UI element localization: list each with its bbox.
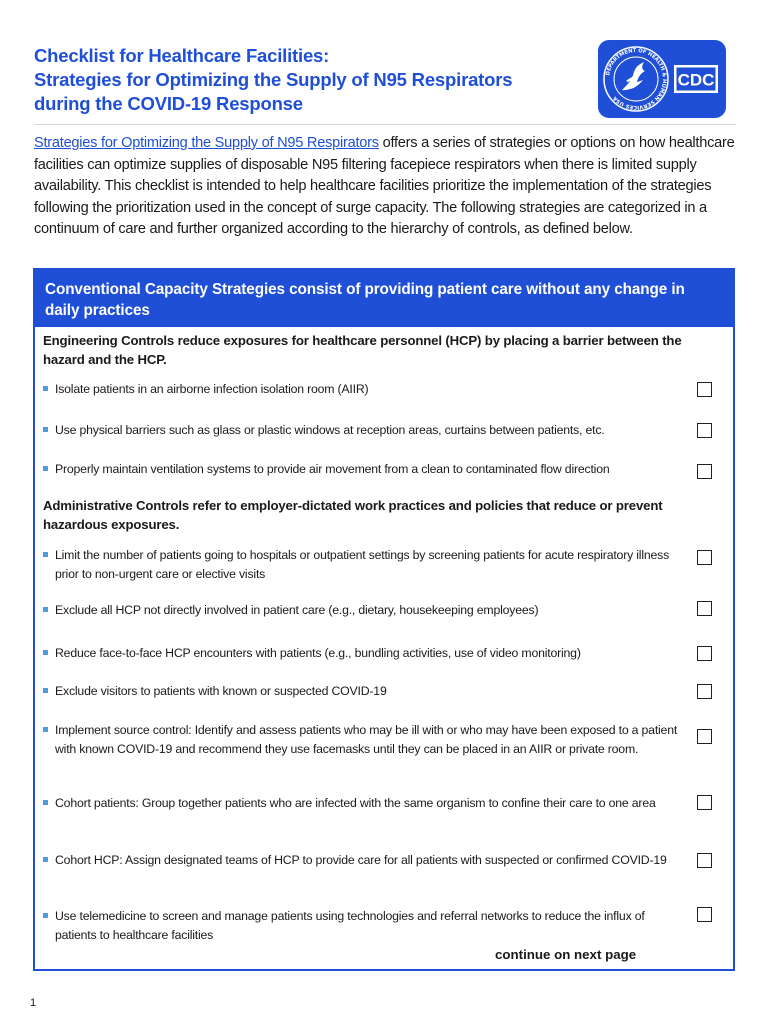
continue-note: continue on next page [495, 947, 637, 962]
item-text: Properly maintain ventilation systems to provide air movement from a clean to contaminated flow direction [55, 462, 610, 476]
bullet-marker [43, 466, 48, 471]
checkbox-exclude-visitors[interactable] [697, 684, 712, 699]
page-number: 1 [30, 997, 37, 1009]
checklist-item [43, 460, 683, 479]
bullet-marker [43, 727, 48, 732]
checklist-item [43, 682, 683, 701]
item-text: Use physical barriers such as glass or plastic windows at reception areas, curtains between patients, etc. [55, 423, 605, 437]
cdc-hhs-logo [598, 40, 726, 118]
title-line-2: Strategies for Optimizing the Supply of N95 Respirators [34, 69, 513, 90]
item-text: Limit the number of patients going to hospitals or outpatient settings by screening patients for acute respiratory illness prior to non-urgent care or elective visits [55, 548, 670, 581]
bullet-marker [43, 607, 48, 612]
header-divider [34, 124, 736, 125]
administrative-controls-heading: Administrative Controls refer to employer-dictated work practices and policies that reduce or prevent hazardous exposures. [43, 498, 663, 532]
checkbox-ventilation[interactable] [697, 464, 712, 479]
seal-text: DEPARTMENT OF HEALTH & HUMAN SERVICES USA [605, 47, 668, 111]
checkbox-cohort-patients[interactable] [697, 795, 712, 810]
bullet-marker [43, 688, 48, 693]
item-text: Exclude all HCP not directly involved in patient care (e.g., dietary, housekeeping employees) [55, 603, 539, 617]
item-text: Isolate patients in an airborne infection isolation room (AIIR) [55, 382, 369, 396]
checkbox-isolate-aiir[interactable] [697, 382, 712, 397]
checkbox-physical-barriers[interactable] [697, 423, 712, 438]
bullet-marker [43, 913, 48, 918]
bullet-marker [43, 857, 48, 862]
checkbox-cohort-hcp[interactable] [697, 853, 712, 868]
checkbox-reduce-encounters[interactable] [697, 646, 712, 661]
checkbox-exclude-hcp[interactable] [697, 601, 712, 616]
bullet-marker [43, 800, 48, 805]
item-text: Cohort patients: Group together patients who are infected with the same organism to confine their care to one area [55, 796, 656, 810]
intro-paragraph [34, 133, 738, 241]
conventional-capacity-heading: Conventional Capacity Strategies consist of providing patient care without any change in daily practices [35, 270, 733, 327]
checklist-item [43, 907, 683, 944]
checkbox-limit-patients[interactable] [697, 550, 712, 565]
checklist-item [43, 546, 683, 583]
checklist-item [43, 421, 683, 440]
checklist-item [43, 851, 683, 870]
checkbox-telemedicine[interactable] [697, 907, 712, 922]
bullet-marker [43, 650, 48, 655]
bullet-marker [43, 427, 48, 432]
checklist-item [43, 721, 683, 758]
engineering-controls-heading: Engineering Controls reduce exposures for healthcare personnel (HCP) by placing a barrier between the hazard and the HCP. [43, 333, 682, 367]
intro-text: offers a series of strategies or options on how healthcare facilities can optimize supplies of disposable N95 filtering facepiece respirators when there is limited supply availability. This checklist is intended to help healthcare facilities prioritize the implementation of the strategies following the prioritization used in the concept of surge capacity. The following strategies are categorized in a continuum of care and further organized according to the hierarchy of controls, as defined below. [34, 135, 735, 238]
conventional-capacity-box [33, 268, 735, 971]
checklist-item [43, 380, 683, 399]
item-text: Reduce face-to-face HCP encounters with patients (e.g., bundling activities, use of video monitoring) [55, 646, 581, 660]
checklist-item [43, 644, 683, 663]
item-text: Exclude visitors to patients with known or suspected COVID-19 [55, 684, 387, 698]
item-text: Implement source control: Identify and assess patients who may be ill with or who may have been exposed to a patient with known COVID-19 and recommend they use facemasks until they can be placed in an AIIR or private room. [55, 723, 678, 756]
bullet-marker [43, 386, 48, 391]
cdc-logo-text: CDC [677, 70, 715, 90]
item-text: Cohort HCP: Assign designated teams of HCP to provide care for all patients with suspected or confirmed COVID-19 [55, 853, 667, 867]
checklist-item [43, 794, 683, 813]
title-line-3: during the COVID-19 Response [34, 93, 303, 114]
bullet-marker [43, 552, 48, 557]
checklist-item [43, 601, 683, 620]
strategies-link[interactable]: Strategies for Optimizing the Supply of N95 Respirators [34, 135, 379, 151]
title-line-1: Checklist for Healthcare Facilities: [34, 45, 330, 66]
document-header [34, 44, 594, 116]
checkbox-source-control[interactable] [697, 729, 712, 744]
item-text: Use telemedicine to screen and manage patients using technologies and referral networks to reduce the influx of patients to healthcare facilities [55, 909, 645, 942]
